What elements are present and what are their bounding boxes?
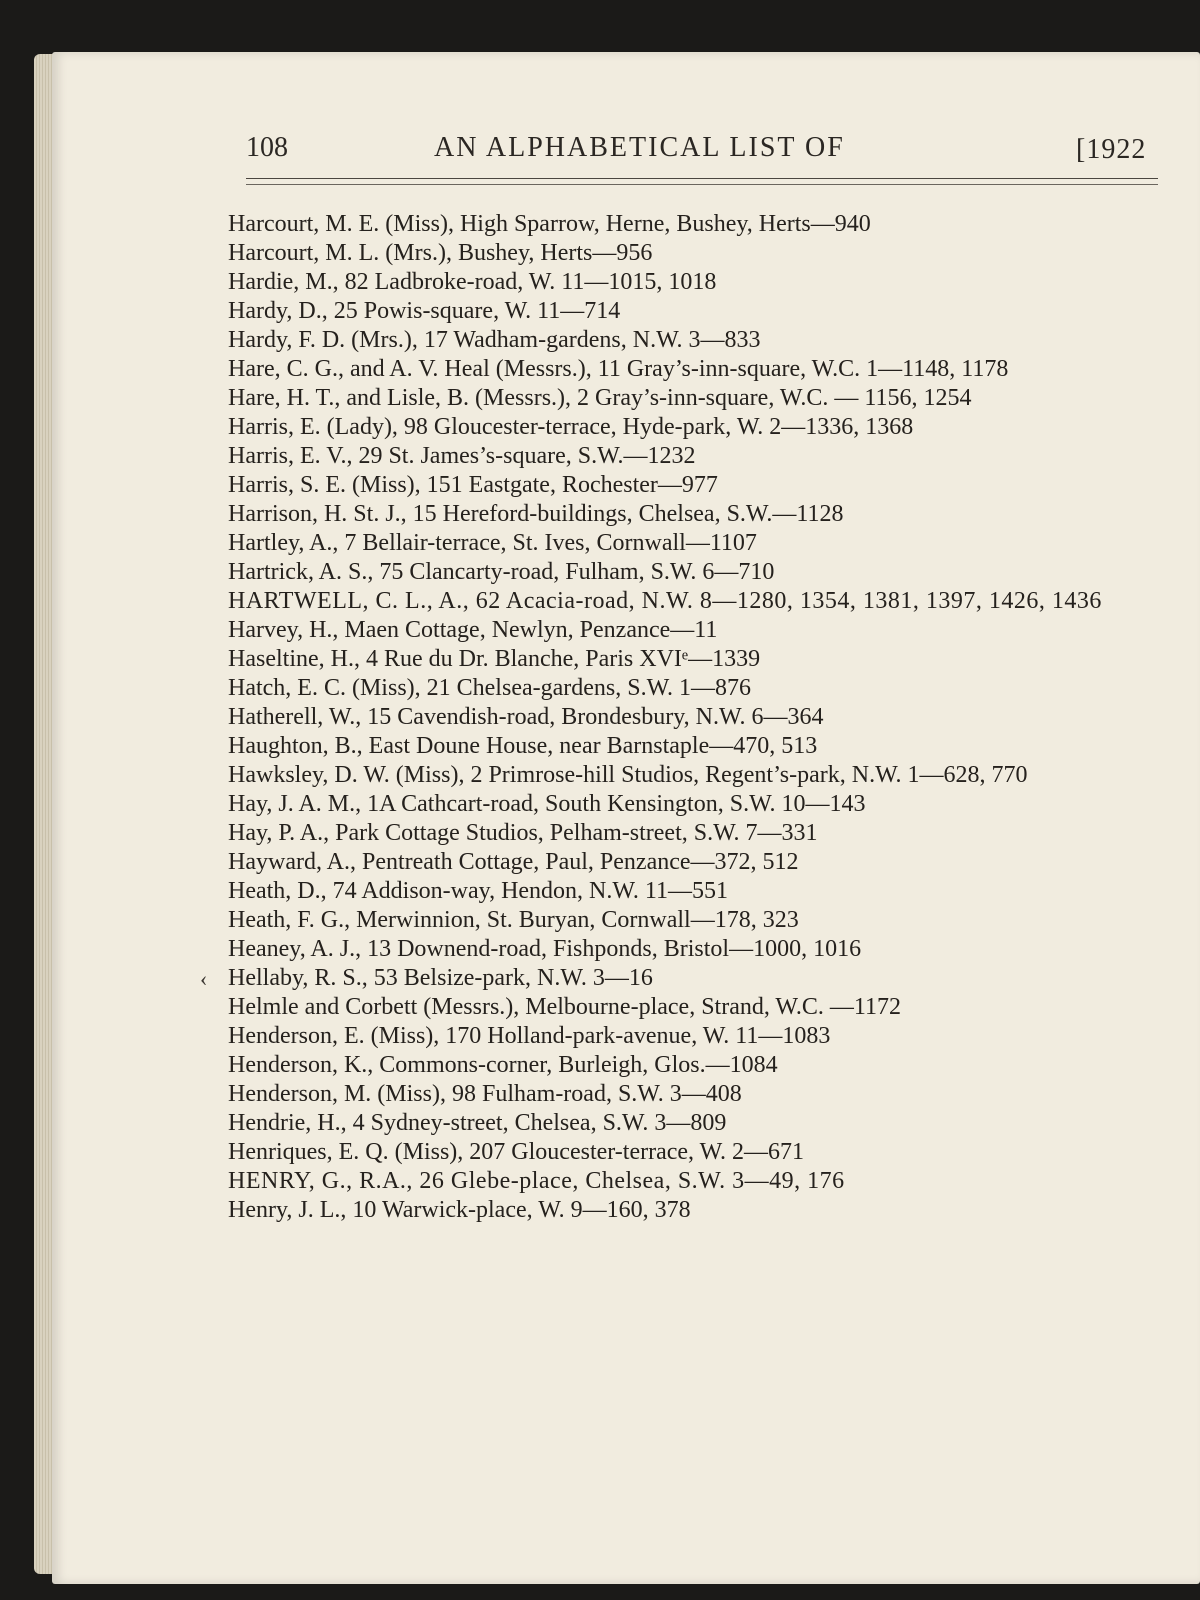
list-item: Harcourt, M. E. (Miss), High Sparrow, Herne, Bushey, Herts—940 xyxy=(228,211,871,237)
list-item: Hawksley, D. W. (Miss), 2 Primrose-hill Studios, Regent’s-park, N.W. 1—628, 770 xyxy=(228,762,1028,788)
list-item: Hare, C. G., and A. V. Heal (Messrs.), 11 Gray’s-inn-square, W.C. 1—1148, 1178 xyxy=(228,356,1009,382)
header-rule-secondary xyxy=(246,184,1158,185)
page-header xyxy=(52,132,1200,182)
list-item: Hay, J. A. M., 1A Cathcart-road, South Kensington, S.W. 10—143 xyxy=(228,791,866,817)
list-item: Hardy, D., 25 Powis-square, W. 11—714 xyxy=(228,298,621,324)
list-item: Henderson, M. (Miss), 98 Fulham-road, S.W. 3—408 xyxy=(228,1081,742,1107)
list-item: HARTWELL, C. L., A., 62 Acacia-road, N.W. 8—1280, 1354, 1381, 1397, 1426, 1436 xyxy=(228,588,1102,614)
list-item: Hardie, M., 82 Ladbroke-road, W. 11—1015, 1018 xyxy=(228,269,717,295)
handwritten-tick-mark: ‹ xyxy=(200,966,208,991)
list-item: Haughton, B., East Doune House, near Barnstaple—470, 513 xyxy=(228,733,818,759)
list-item: Harrison, H. St. J., 15 Hereford-buildings, Chelsea, S.W.—1128 xyxy=(228,501,844,527)
list-item: Hardy, F. D. (Mrs.), 17 Wadham-gardens, N.W. 3—833 xyxy=(228,327,761,353)
list-item: Hendrie, H., 4 Sydney-street, Chelsea, S.W. 3—809 xyxy=(228,1110,727,1136)
page-number: 108 xyxy=(246,132,288,163)
list-item: Harvey, H., Maen Cottage, Newlyn, Penzance—11 xyxy=(228,617,718,643)
year-marker: [1922 xyxy=(1076,134,1147,165)
header-rule xyxy=(246,178,1158,179)
list-item: Heaney, A. J., 13 Downend-road, Fishponds, Bristol—1000, 1016 xyxy=(228,936,862,962)
list-item: Hare, H. T., and Lisle, B. (Messrs.), 2 Gray’s-inn-square, W.C. — 1156, 1254 xyxy=(228,385,972,411)
list-item: Henderson, E. (Miss), 170 Holland-park-avenue, W. 11—1083 xyxy=(228,1023,831,1049)
list-item: HENRY, G., R.A., 26 Glebe-place, Chelsea, S.W. 3—49, 176 xyxy=(228,1168,845,1194)
list-item: Henry, J. L., 10 Warwick-place, W. 9—160, 378 xyxy=(228,1197,691,1223)
list-item: Haseltine, H., 4 Rue du Dr. Blanche, Paris XVIᵉ—1339 xyxy=(228,646,761,672)
list-item: Hartrick, A. S., 75 Clancarty-road, Fulham, S.W. 6—710 xyxy=(228,559,775,585)
list-item: Hellaby, R. S., 53 Belsize-park, N.W. 3—16 xyxy=(228,965,653,991)
list-item: Harris, S. E. (Miss), 151 Eastgate, Rochester—977 xyxy=(228,472,718,498)
list-item: Helmle and Corbett (Messrs.), Melbourne-place, Strand, W.C. —1172 xyxy=(228,994,901,1020)
list-item: Henderson, K., Commons-corner, Burleigh, Glos.—1084 xyxy=(228,1052,778,1078)
list-item: Heath, D., 74 Addison-way, Hendon, N.W. 11—551 xyxy=(228,878,728,904)
list-item: Hatherell, W., 15 Cavendish-road, Brondesbury, N.W. 6—364 xyxy=(228,704,824,730)
list-item: Hatch, E. C. (Miss), 21 Chelsea-gardens, S.W. 1—876 xyxy=(228,675,752,701)
book-page xyxy=(52,52,1200,1584)
list-item: Hartley, A., 7 Bellair-terrace, St. Ives, Cornwall—1107 xyxy=(228,530,757,556)
list-item: Hay, P. A., Park Cottage Studios, Pelham-street, S.W. 7—331 xyxy=(228,820,818,846)
list-item: Harcourt, M. L. (Mrs.), Bushey, Herts—956 xyxy=(228,240,653,266)
list-item: Harris, E. V., 29 St. James’s-square, S.W.—1232 xyxy=(228,443,696,469)
running-title: AN ALPHABETICAL LIST OF xyxy=(434,132,845,163)
list-item: Henriques, E. Q. (Miss), 207 Gloucester-terrace, W. 2—671 xyxy=(228,1139,805,1165)
list-item: Harris, E. (Lady), 98 Gloucester-terrace, Hyde-park, W. 2—1336, 1368 xyxy=(228,414,914,440)
entry-list xyxy=(228,210,1164,1225)
list-item: Heath, F. G., Merwinnion, St. Buryan, Cornwall—178, 323 xyxy=(228,907,799,933)
list-item: Hayward, A., Pentreath Cottage, Paul, Penzance—372, 512 xyxy=(228,849,799,875)
